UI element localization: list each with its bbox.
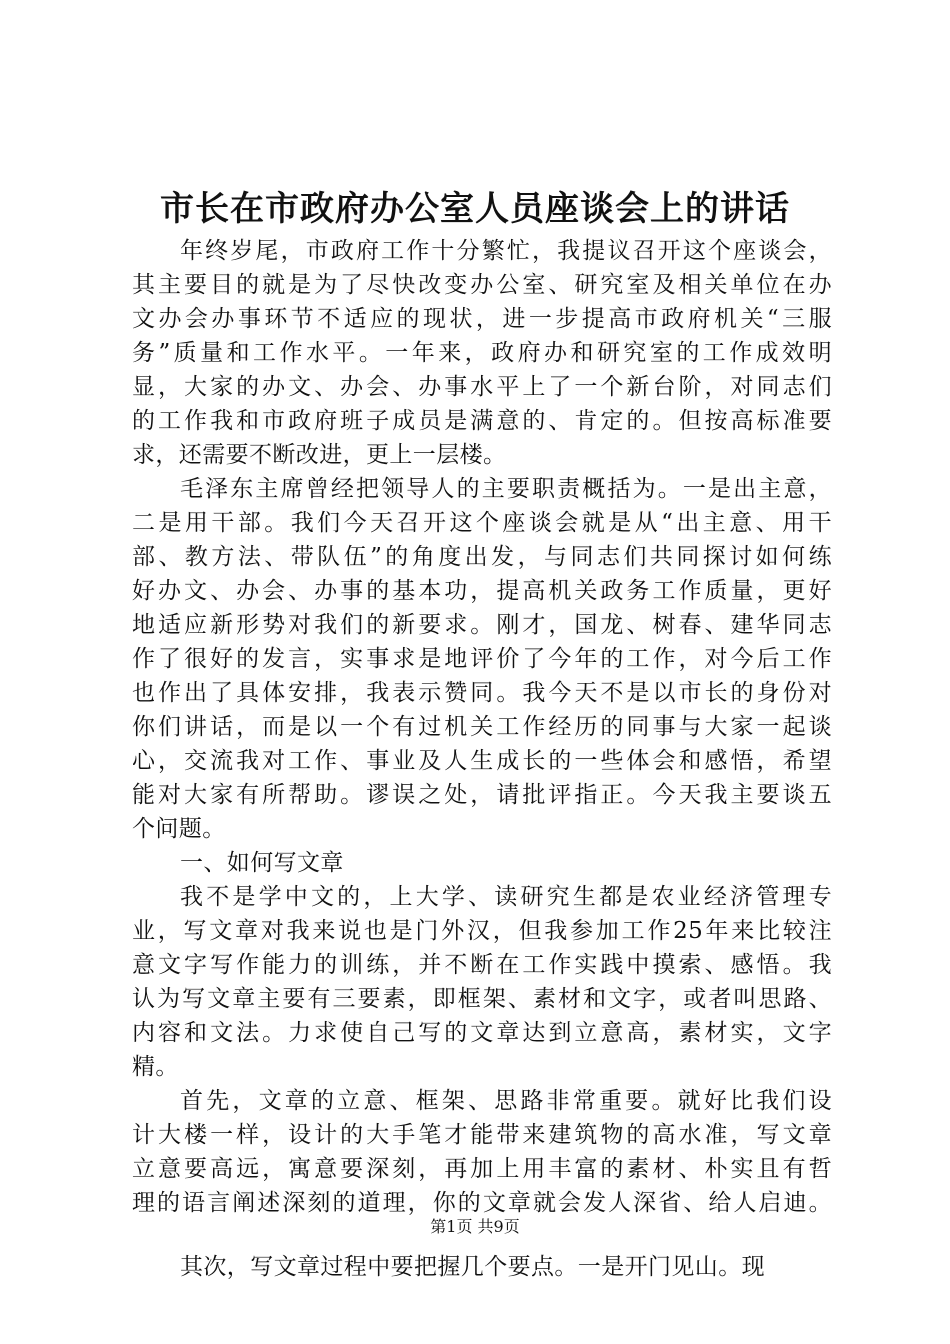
paragraph: [132, 472, 832, 846]
text-line: 认为写文章主要有三要素，即框架、素材和文字，或者叫思路、: [132, 986, 832, 1012]
text-line: 精。: [132, 1054, 179, 1080]
text-line: 部、教方法、带队伍”的角度出发，与同志们共同探讨如何练: [132, 544, 832, 570]
text-line: 内容和文法。力求使自己写的文章达到立意高，素材实，文字: [132, 1020, 832, 1046]
text-line: 心，交流我对工作、事业及人生成长的一些体会和感悟，希望: [132, 748, 832, 774]
page-footer: 第1页 共9页: [430, 1217, 520, 1236]
text-line: 显，大家的办文、办会、办事水平上了一个新台阶，对同志们: [132, 374, 832, 400]
text-line: 也作出了具体安排，我表示赞同。我今天不是以市长的身份对: [132, 680, 832, 706]
text-line: 立意要高远，寓意要深刻，再加上用丰富的素材、朴实且有哲: [132, 1156, 832, 1182]
paragraph: [132, 234, 832, 472]
text-line: 计大楼一样，设计的大手笔才能带来建筑物的高水准，写文章: [132, 1122, 832, 1148]
text-line: 求，还需要不断改进，更上一层楼。: [132, 442, 507, 468]
text-line: 年终岁尾，市政府工作十分繁忙，我提议召开这个座谈会，: [180, 238, 832, 264]
paragraph: [132, 1084, 832, 1220]
text-line: 能对大家有所帮助。谬误之处，请批评指正。今天我主要谈五: [132, 782, 832, 808]
text-line: 我不是学中文的，上大学、读研究生都是农业经济管理专: [180, 884, 832, 910]
paragraph: [132, 1250, 832, 1284]
text-line: 的工作我和市政府班子成员是满意的、肯定的。但按高标准要: [132, 408, 832, 434]
text-line: 好办文、办会、办事的基本功，提高机关政务工作质量，更好: [132, 578, 832, 604]
text-line: 其主要目的就是为了尽快改变办公室、研究室及相关单位在办: [132, 272, 832, 298]
text-line: 毛泽东主席曾经把领导人的主要职责概括为。一是出主意，: [180, 476, 832, 502]
text-line: 务”质量和工作水平。一年来，政府办和研究室的工作成效明: [132, 340, 832, 366]
paragraph: [132, 880, 832, 1084]
text-line: 二是用干部。我们今天召开这个座谈会就是从“出主意、用干: [132, 510, 832, 536]
text-line: 文办会办事环节不适应的现状，进一步提高市政府机关“三服: [132, 306, 832, 332]
text-line: 你们讲话，而是以一个有过机关工作经历的同事与大家一起谈: [132, 714, 832, 740]
document-title: 市长在市政府办公室人员座谈会上的讲话: [160, 189, 790, 229]
text-line: 一、如何写文章: [180, 850, 344, 876]
text-line: 作了很好的发言，实事求是地评价了今年的工作，对今后工作: [132, 646, 832, 672]
text-line: 理的语言阐述深刻的道理，你的文章就会发人深省、给人启迪。: [132, 1190, 832, 1216]
text-line: 首先，文章的立意、框架、思路非常重要。就好比我们设: [180, 1088, 832, 1114]
text-line: 其次，写文章过程中要把握几个要点。一是开门见山。现: [180, 1254, 765, 1280]
text-line: 业，写文章对我来说也是门外汉，但我参加工作25年来比较注: [132, 918, 832, 944]
text-line: 意文字写作能力的训练，并不断在工作实践中摸索、感悟。我: [132, 952, 832, 978]
text-line: 地适应新形势对我们的新要求。刚才，国龙、树春、建华同志: [132, 612, 832, 638]
text-line: 个问题。: [132, 816, 226, 842]
section-heading: [132, 846, 832, 880]
document-body: [132, 234, 832, 1284]
